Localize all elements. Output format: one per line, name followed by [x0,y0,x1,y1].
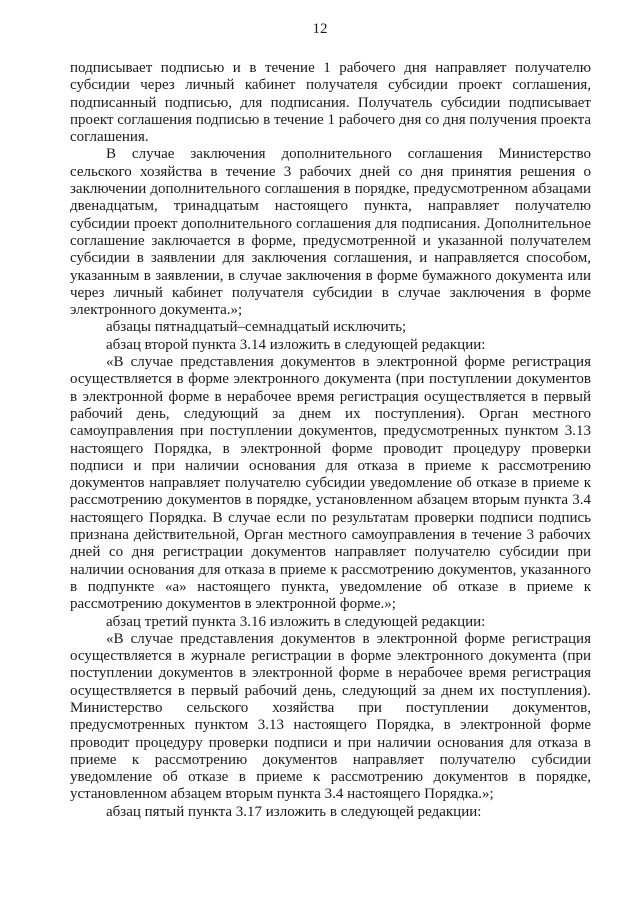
paragraph-6: абзац третий пункта 3.16 изложить в следующей редакции: [106,613,486,630]
paragraph-8: абзац пятый пункта 3.17 изложить в следующей редакции: [106,803,482,820]
paragraph-3: абзацы пятнадцатый–семнадцатый исключить; [106,319,407,336]
paragraph-4: абзац второй пункта 3.14 изложить в следующей редакции: [106,336,486,353]
paragraph-5: «В случае представления документов в электронной форме регистрация осуществляется в форме электронного документа (при поступлении документов в электронной форме в нерабочее время регистрация осуществляется в первый рабочий день, следующий за днем их поступления). Орган местного самоуправления при поступлении документов, предусмотренных пунктом 3.13 настоящего Порядка, в электронной форме проводит процедуру проверки подписи и при наличии основания для отказа в приеме к рассмотрению документов направляет получателю субсидии уведомление об отказе в приеме к рассмотрению документов в порядке, установленном абзацем вторым пункта 3.4 настоящего Порядка. В случае если по результатам проверки подписи подпись признана действительной, Орган местного самоуправления в течение 3 рабочих дней со дня регистрации документов направляет получателю субсидии при наличии основания для отказа в приеме к рассмотрению документов, указанного в подпункте «а» настоящего пункта, уведомление об отказе в приеме к рассмотрению документов в электронной форме.»; [70,354,591,613]
paragraph-7: «В случае представления документов в электронной форме регистрация осуществляется в журнале регистрации в форме электронного документа (при поступлении документов в электронной форме в нерабочее время регистрация осуществляется в первый рабочий день, следующий за днем их поступления). Министерство сельского хозяйства при поступлении документов, предусмотренных пунктом 3.13 настоящего Порядка, в электронной форме проводит процедуру проверки подписи и при наличии основания для отказа в приеме к рассмотрению документов направляет получателю субсидии уведомление об отказе в приеме к рассмотрению документов в порядке, установленном абзацем вторым пункта 3.4 настоящего Порядка.»; [70,630,591,803]
page-number: 12 [312,21,328,37]
paragraph-1: подписывает подписью и в течение 1 рабочего дня направляет получателю субсидии через личный кабинет получателя субсидии проект соглашения, подписанный подписью, для подписания. Получатель субсидии подписывает проект соглашения подписью в течение 1 рабочего дня со дня получения проекта соглашения. [70,60,591,146]
document-body [70,60,591,821]
paragraph-2: В случае заключения дополнительного соглашения Министерство сельского хозяйства в течение 3 рабочих дней со дня принятия решения о заключении дополнительного соглашения в порядке, предусмотренном абзацами двенадцатым, тринадцатым настоящего пункта, направляет получателю субсидии проект дополнительного соглашения для подписания. Дополнительное соглашение заключается в форме, предусмотренной и указанной получателем субсидии в заявлении для заключения соглашения, и направляется способом, указанным в заявлении, в случае заключения в форме бумажного документа или через личный кабинет получателя субсидии в случае заключения в форме электронного документа.»; [70,146,591,319]
